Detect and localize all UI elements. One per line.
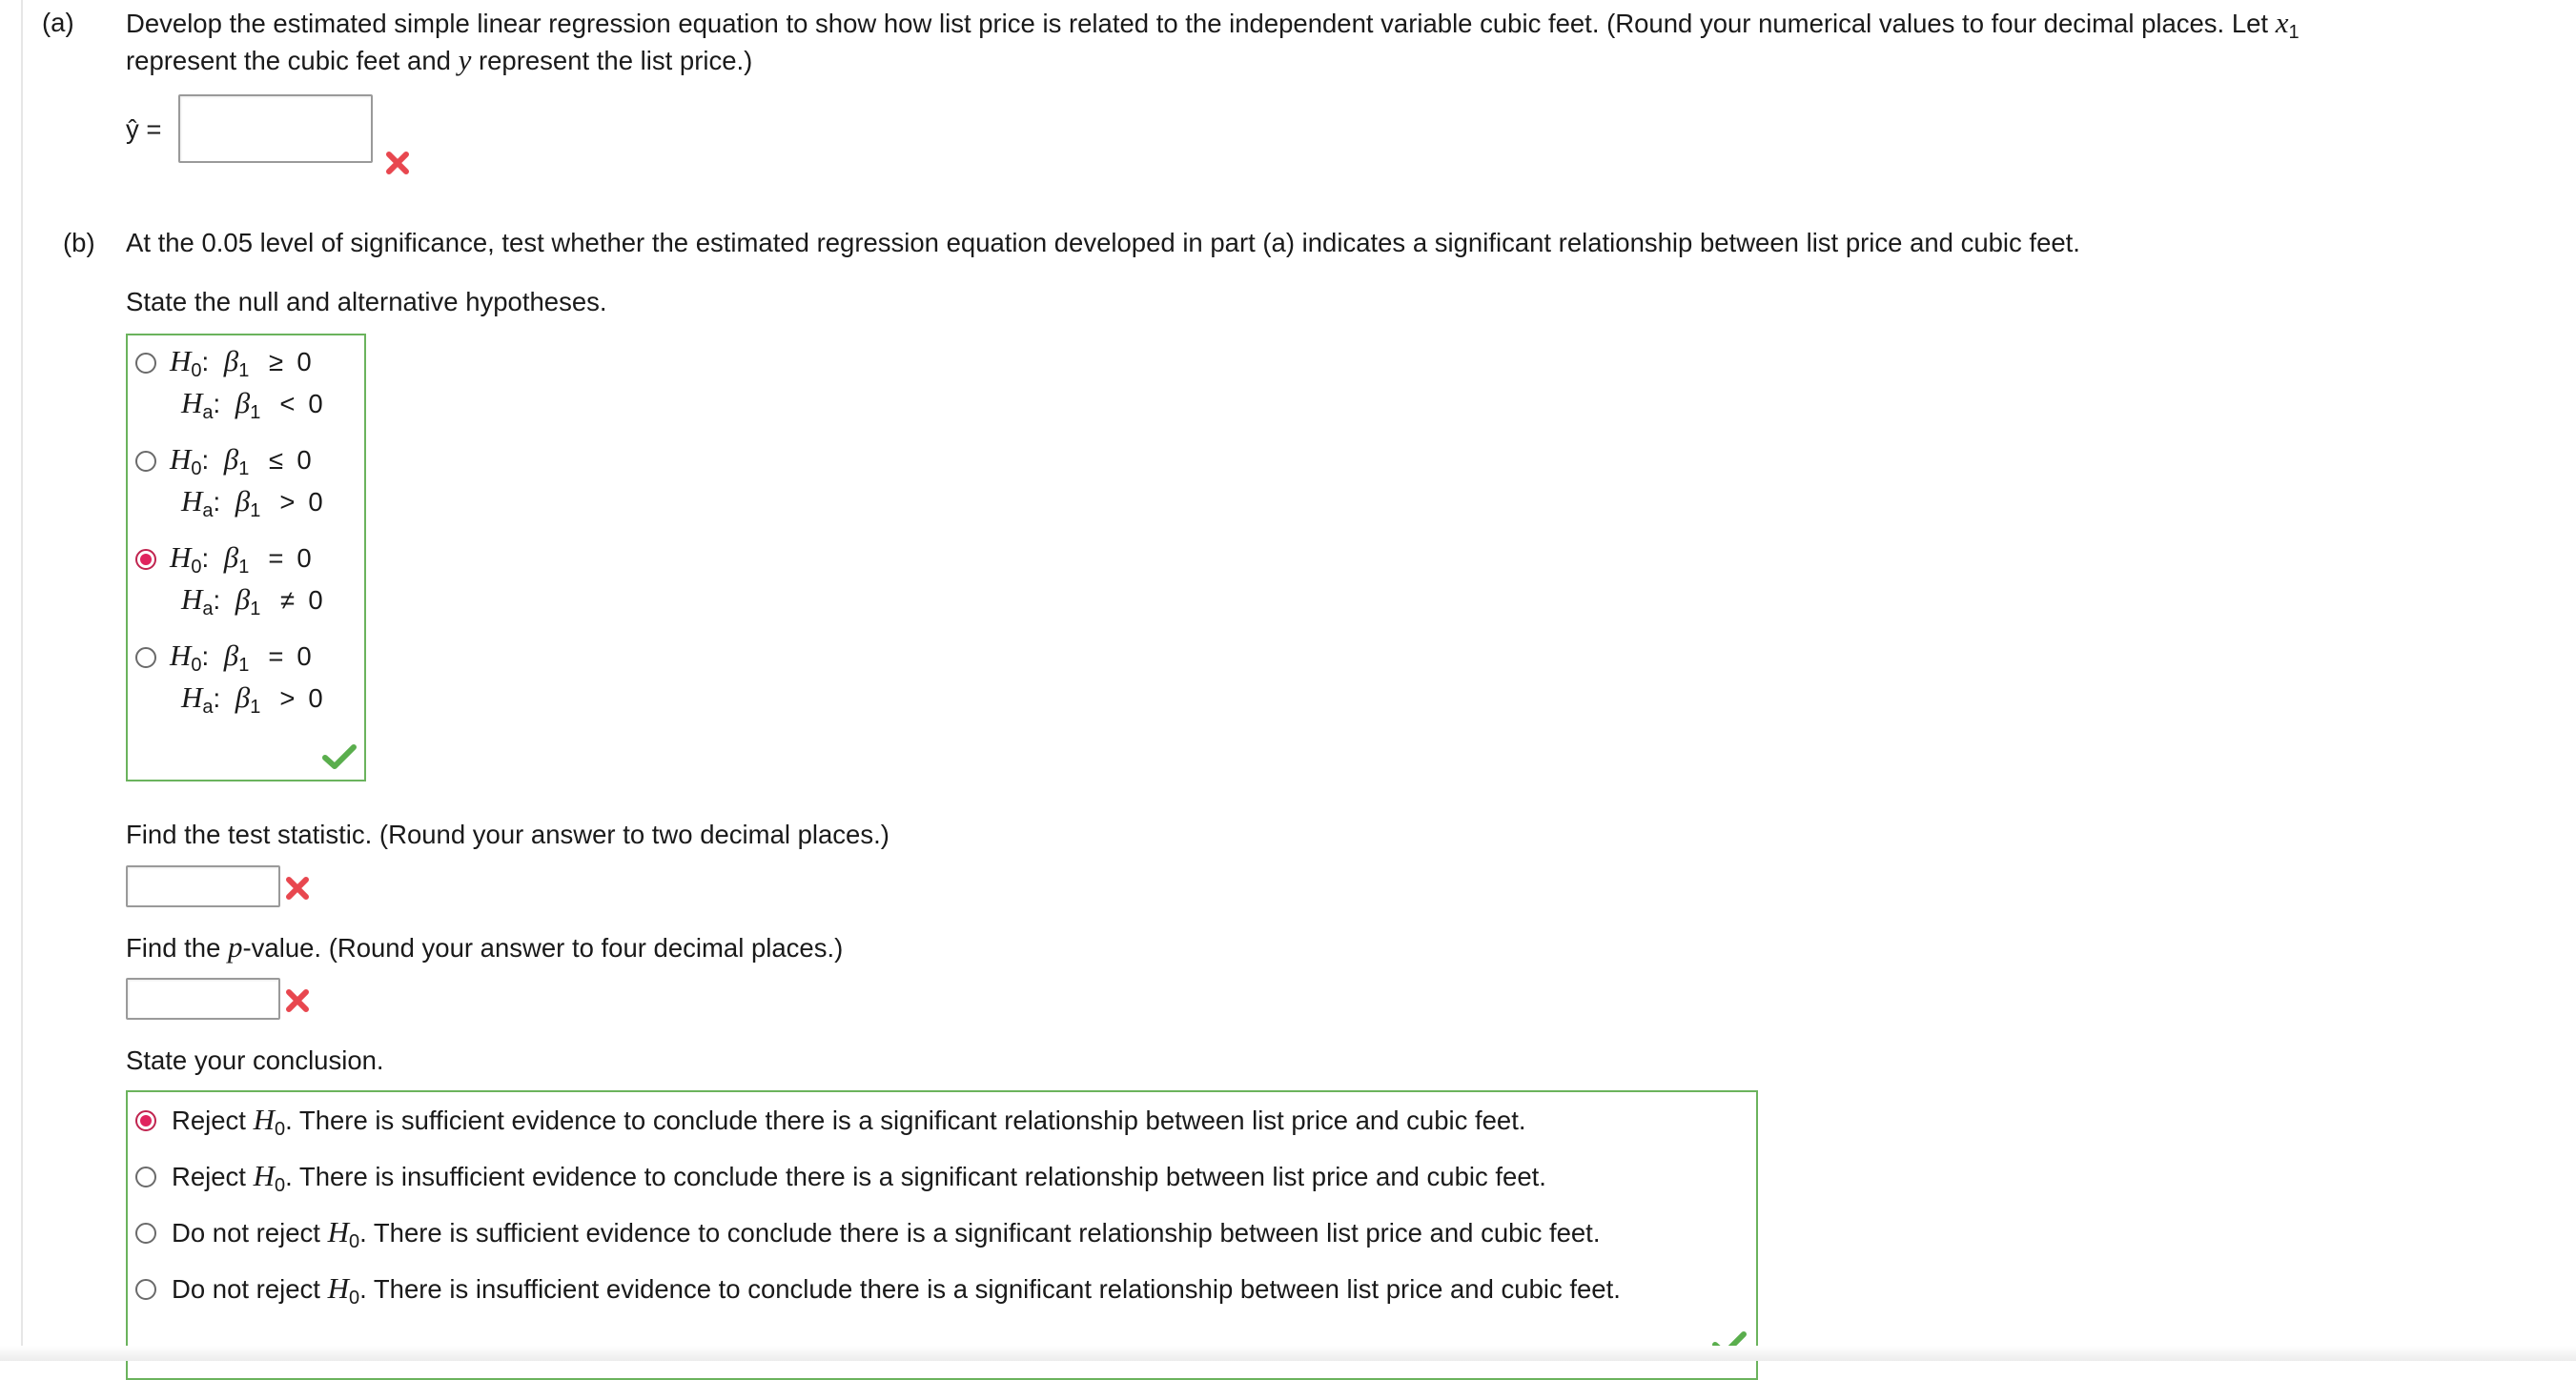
hypothesis-option-2-radio[interactable]: [135, 451, 156, 472]
conclusion-option-3-label: Do not reject $H_0$. There is sufficient evidence to conclude there is a significant relationship between list price and cubic feet.: [172, 1215, 1601, 1252]
test-statistic-input[interactable]: [126, 865, 280, 907]
incorrect-x-icon: [284, 987, 311, 1014]
part-a-letter: (a): [42, 8, 74, 37]
part-a-instruction-line1: Develop the estimated simple linear regression equation to show how list price is related to the independent variable cubic feet. (Round your numerical values to four decimal places. Let: [126, 9, 2269, 38]
hypotheses-prompt: State the null and alternative hypotheses.: [126, 287, 607, 316]
incorrect-x-icon: [284, 875, 311, 902]
hypothesis-option-4-radio[interactable]: [135, 647, 156, 668]
part-a-instruction: [126, 5, 2300, 79]
conclusion-prompt: State your conclusion.: [126, 1045, 384, 1075]
y-variable: y: [458, 43, 472, 76]
p-value-input[interactable]: [126, 978, 280, 1020]
conclusion-option-1-label: Reject $H_0$. There is sufficient evidence to conclude there is a significant relationship between list price and cubic feet.: [172, 1103, 1526, 1140]
part-b-instruction: At the 0.05 level of significance, test whether the estimated regression equation developed in part (a) indicates a significant relationship between list price and cubic feet.: [126, 228, 2080, 257]
hypothesis-option-1-radio[interactable]: [135, 353, 156, 374]
hypothesis-option-2-ha: $H_a$: $\beta_1 > 0$: [181, 484, 323, 521]
hypothesis-option-3-h0: $H_0$: $\beta_1 = 0$: [170, 540, 312, 578]
conclusion-option-4-radio[interactable]: [135, 1279, 156, 1300]
regression-equation-input[interactable]: [178, 94, 373, 163]
conclusion-option-4-label: Do not reject $H_0$. There is insufficient evidence to conclude there is a significant relationship between list price and cubic feet.: [172, 1271, 1621, 1309]
p-variable: p: [228, 930, 243, 964]
hypothesis-option-1-h0: $H_0$: $\beta_1 \ge 0$: [170, 344, 312, 381]
hypothesis-option-4-h0: $H_0$: $\beta_1 = 0$: [170, 639, 312, 676]
correct-check-icon: [322, 743, 357, 770]
bottom-edge: [0, 1346, 2576, 1361]
hypothesis-option-4-ha: $H_a$: $\beta_1 > 0$: [181, 680, 323, 718]
part-a-line2-suffix: represent the list price.): [478, 46, 753, 75]
p-value-prompt: Find the p-value. (Round your answer to four decimal places.): [126, 930, 844, 964]
hypothesis-option-3-radio[interactable]: [135, 549, 156, 570]
hypothesis-option-3-ha: $H_a$: $\beta_1 \ne 0$: [181, 582, 323, 619]
conclusion-option-2-label: Reject $H_0$. There is insufficient evidence to conclude there is a significant relationship between list price and cubic feet.: [172, 1159, 1546, 1196]
hypothesis-option-1-ha: $H_a$: $\beta_1 < 0$: [181, 386, 323, 423]
hypothesis-option-2-h0: $H_0$: $\beta_1 \le 0$: [170, 442, 312, 479]
conclusion-option-3-radio[interactable]: [135, 1223, 156, 1244]
conclusion-option-2-radio[interactable]: [135, 1167, 156, 1187]
test-statistic-prompt: Find the test statistic. (Round your answer to two decimal places.): [126, 820, 889, 849]
yhat-label: ŷ =: [126, 114, 162, 144]
conclusion-option-1-radio[interactable]: [135, 1110, 156, 1131]
part-b-letter: (b): [63, 228, 95, 257]
x-subscript: 1: [2288, 22, 2300, 43]
page-left-rule: [21, 0, 23, 1361]
incorrect-x-icon: [384, 150, 411, 176]
part-a-line2-prefix: represent the cubic feet and: [126, 46, 451, 75]
x-variable: x: [2275, 6, 2289, 39]
